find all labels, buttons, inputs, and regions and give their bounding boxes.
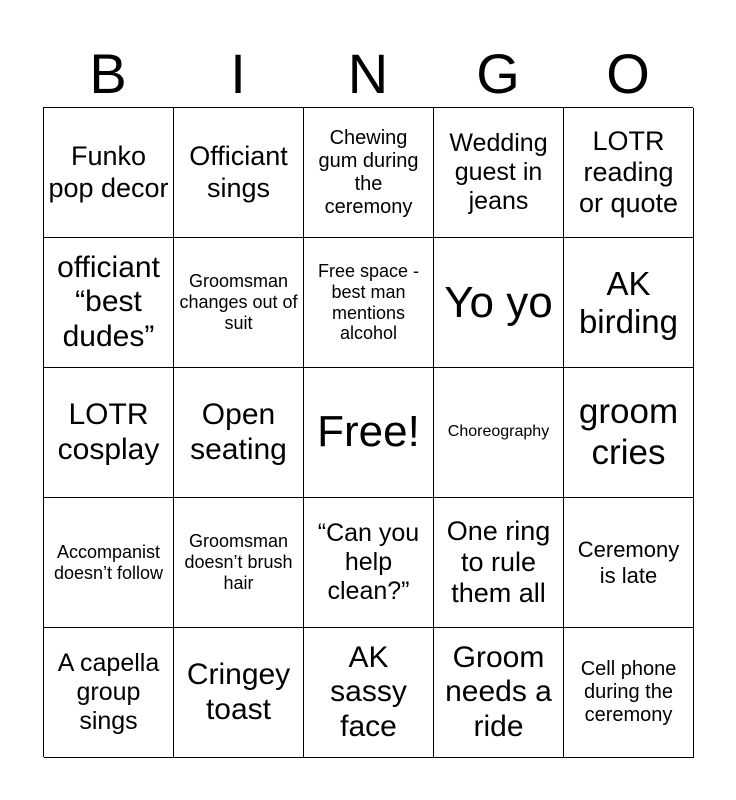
cell-text: Chewing gum during the ceremony [318, 126, 419, 218]
cell-text: Free! [317, 407, 420, 457]
cell-text: Ceremony is late [577, 537, 680, 588]
bingo-cell[interactable] [44, 628, 174, 758]
bingo-grid [43, 107, 693, 757]
bingo-cell[interactable] [434, 108, 564, 238]
cell-text: Cringey toast [186, 658, 291, 726]
cell-text: LOTR reading or quote [578, 125, 679, 219]
cell-text: Open seating [190, 398, 287, 466]
bingo-cell[interactable] [564, 628, 694, 758]
bingo-cell[interactable] [434, 628, 564, 758]
bingo-cell[interactable] [564, 368, 694, 498]
cell-text: groom cries [578, 392, 679, 472]
header-letter-i: I [230, 42, 246, 105]
bingo-cell[interactable] [44, 238, 174, 368]
bingo-header [43, 40, 693, 108]
cell-text: Groom needs a ride [445, 640, 552, 743]
cell-text: A capella group sings [57, 649, 160, 735]
bingo-cell[interactable] [174, 498, 304, 628]
cell-text: Free space - best man mentions alcohol [317, 261, 420, 344]
cell-text: Groomsman changes out of suit [179, 271, 298, 333]
bingo-cell[interactable] [174, 108, 304, 238]
bingo-cell[interactable] [434, 498, 564, 628]
bingo-cell[interactable] [434, 238, 564, 368]
bingo-cell[interactable] [304, 628, 434, 758]
cell-text: Officiant sings [189, 141, 288, 203]
cell-text: “Can you help clean?” [317, 519, 420, 605]
cell-text: Groomsman doesn’t brush hair [184, 531, 293, 593]
cell-text: Funko pop decor [48, 141, 169, 203]
cell-text: Choreography [447, 423, 550, 441]
bingo-cell[interactable] [44, 108, 174, 238]
bingo-cell[interactable] [564, 238, 694, 368]
cell-text: AK sassy face [330, 640, 407, 743]
bingo-cell[interactable] [304, 238, 434, 368]
cell-text: Yo yo [444, 277, 553, 327]
header-letter-b: B [89, 42, 127, 105]
bingo-cell[interactable] [564, 498, 694, 628]
bingo-cell[interactable] [44, 368, 174, 498]
cell-text: One ring to rule them all [446, 515, 551, 609]
bingo-cell[interactable] [304, 498, 434, 628]
cell-text: LOTR cosplay [57, 398, 160, 466]
cell-text: AK birding [578, 264, 679, 340]
header-letter-n: N [347, 42, 389, 105]
bingo-cell[interactable] [564, 108, 694, 238]
bingo-cell[interactable] [174, 628, 304, 758]
cell-text: Cell phone during the ceremony [580, 658, 677, 726]
bingo-cell[interactable] [434, 368, 564, 498]
free-space-cell[interactable] [304, 368, 434, 498]
header-letter-o: O [606, 42, 650, 105]
cell-text: officiant “best dudes” [57, 250, 160, 353]
cell-text: Wedding guest in jeans [449, 129, 548, 215]
bingo-cell[interactable] [44, 498, 174, 628]
bingo-cell[interactable] [304, 108, 434, 238]
bingo-cell[interactable] [174, 238, 304, 368]
header-letter-g: G [476, 42, 520, 105]
bingo-cell[interactable] [174, 368, 304, 498]
cell-text: Accompanist doesn’t follow [53, 541, 164, 583]
